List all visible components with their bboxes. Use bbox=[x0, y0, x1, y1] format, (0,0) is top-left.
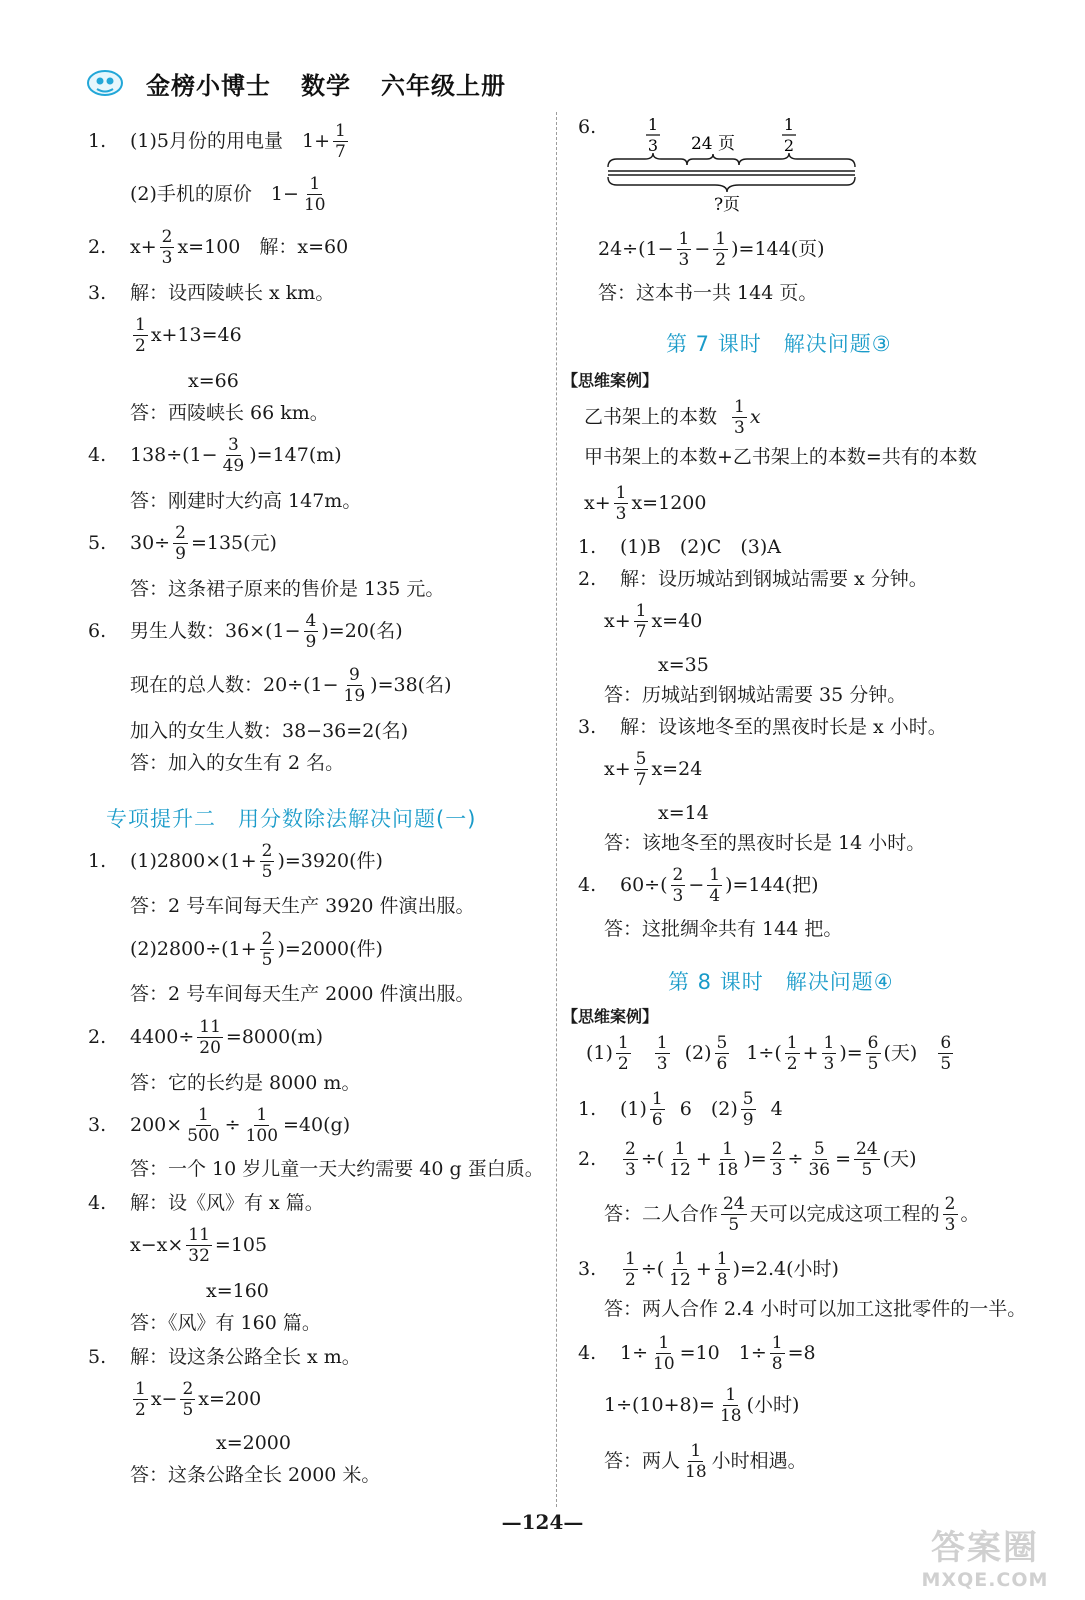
diagram-mid-label: 24 页 bbox=[690, 134, 736, 154]
case7-line-2 bbox=[584, 448, 977, 467]
answer-2 bbox=[88, 228, 348, 268]
answer-text: ÷( bbox=[640, 1148, 665, 1171]
fraction: $\frac{2}{5}$ bbox=[182, 1379, 194, 1421]
answer-text: 1÷( bbox=[746, 1042, 782, 1065]
answer-text: 200× bbox=[130, 1114, 183, 1137]
fraction: $\frac{2}{9}$ bbox=[175, 523, 186, 565]
answer-3-solution bbox=[188, 372, 239, 391]
diagram-frac2-denominator: 2 bbox=[783, 136, 795, 155]
fraction: $\frac{6}{5}$ bbox=[940, 1033, 952, 1075]
answer-text: )=2000(件) bbox=[277, 938, 383, 961]
fraction: $\frac{1}{10}$ bbox=[653, 1333, 675, 1375]
section-title-lesson-7: 第 7 课时 解决问题③ bbox=[666, 332, 892, 356]
s-answer-4-solution bbox=[206, 1282, 269, 1301]
fraction: $\frac{5}{9}$ bbox=[742, 1089, 754, 1131]
fraction: $\frac{1}{2}$ bbox=[625, 1249, 636, 1291]
answer-text: 答：这批绸伞共有 144 把。 bbox=[604, 918, 843, 940]
fraction: $\frac{1}{7}$ bbox=[335, 121, 346, 163]
fraction: $\frac{2}{3}$ bbox=[944, 1194, 956, 1236]
item-number: 4. bbox=[88, 444, 107, 467]
answer-text: 解：设该地冬至的黑夜时长是 x 小时。 bbox=[620, 716, 947, 738]
item-number: 2. bbox=[578, 1148, 597, 1171]
fraction: $\frac{1}{2}$ bbox=[617, 1033, 629, 1075]
watermark-text-cn: 答案圈 bbox=[931, 1528, 1039, 1568]
fraction: $\frac{11}{32}$ bbox=[188, 1225, 210, 1267]
s-answer-1-1-conclusion bbox=[130, 897, 475, 916]
fraction: $\frac{2}{3}$ bbox=[161, 227, 173, 269]
answer-4-conclusion bbox=[130, 492, 361, 511]
segment-diagram bbox=[575, 115, 875, 215]
answer-text: 。 bbox=[960, 1203, 980, 1226]
p-answer-2 bbox=[578, 1140, 917, 1180]
answer-text: 答：历城站到钢城站需要 35 分钟。 bbox=[604, 684, 907, 706]
q-answer-4-conclusion bbox=[604, 920, 842, 939]
fraction: $\frac{1}{500}$ bbox=[187, 1105, 220, 1147]
answer-text: + bbox=[695, 1258, 712, 1281]
answer-text: (小时) bbox=[746, 1394, 800, 1417]
q-answer-3-conclusion bbox=[604, 834, 925, 853]
page-header bbox=[86, 64, 536, 102]
answer-text: )=2.4(小时) bbox=[732, 1258, 839, 1281]
s-answer-1-1 bbox=[88, 842, 383, 882]
answer-1-1 bbox=[88, 122, 351, 162]
answer-text: 6 (2) bbox=[679, 1098, 738, 1121]
fraction: $\frac{4}{9}$ bbox=[305, 611, 317, 653]
item-number: 4. bbox=[88, 1192, 107, 1214]
fraction: $\frac{3}{49}$ bbox=[222, 435, 245, 477]
answer-text: 1÷ bbox=[620, 1342, 649, 1365]
fraction: $\frac{1}{2}$ bbox=[786, 1033, 798, 1075]
answer-text: 24÷(1− bbox=[598, 238, 674, 261]
q-answer-2-conclusion bbox=[604, 686, 906, 705]
s-answer-5-conclusion bbox=[130, 1466, 380, 1485]
answer-text: )=20(名) bbox=[321, 620, 403, 643]
section-title-special-2: 专项提升二 用分数除法解决问题(一) bbox=[106, 807, 477, 831]
answer-text: ÷ bbox=[787, 1148, 804, 1171]
answer-text: x+ bbox=[604, 758, 631, 781]
answer-text: 答：西陵峡长 66 km。 bbox=[130, 402, 329, 424]
p-answer-3-conclusion bbox=[604, 1300, 1026, 1319]
answer-text: (1) bbox=[586, 1042, 613, 1065]
q-answer-3 bbox=[578, 718, 947, 737]
answer-text: 4 bbox=[770, 1098, 783, 1121]
item-number: 3. bbox=[578, 1258, 597, 1281]
s-answer-3-conclusion bbox=[130, 1160, 544, 1179]
answer-text: ÷( bbox=[640, 1258, 665, 1281]
s-answer-1-2-conclusion bbox=[130, 985, 475, 1004]
fraction: $\frac{1}{3}$ bbox=[656, 1033, 668, 1075]
diagram-bottom-brace bbox=[608, 177, 855, 192]
s-answer-2-conclusion bbox=[130, 1074, 360, 1093]
answer-text: − bbox=[694, 238, 711, 261]
answer-text: x−x× bbox=[130, 1234, 184, 1257]
answer-text: 解：设西陵峡长 x km。 bbox=[130, 282, 335, 304]
fraction: $\frac{2}{5}$ bbox=[261, 929, 273, 971]
subject-title: 数学 bbox=[301, 71, 351, 100]
answer-text: 1÷(10+8)= bbox=[604, 1394, 715, 1417]
fraction: $\frac{9}{19}$ bbox=[343, 665, 366, 707]
answer-text: 甲书架上的本数+乙书架上的本数=共有的本数 bbox=[584, 446, 977, 468]
answer-text: 解：设历城站到钢城站需要 x 分钟。 bbox=[620, 568, 928, 590]
answer-text: 答：它的长约是 8000 m。 bbox=[130, 1072, 361, 1094]
item-number: 6. bbox=[88, 620, 107, 643]
answer-text: = bbox=[835, 1148, 852, 1171]
item-number: 3. bbox=[88, 282, 107, 304]
fraction: $\frac{5}{7}$ bbox=[635, 749, 647, 791]
book-series-title: 金榜小博士 bbox=[146, 71, 271, 100]
p-answer-4-eq bbox=[604, 1386, 799, 1426]
answer-text: )=38(名) bbox=[370, 674, 452, 697]
fraction: $\frac{1}{100}$ bbox=[245, 1105, 279, 1147]
book-logo-icon bbox=[86, 68, 124, 98]
fraction: $\frac{1}{3}$ bbox=[823, 1033, 835, 1075]
answer-text: 30÷ bbox=[130, 532, 171, 555]
answer-text: (2)手机的原价 1− bbox=[130, 183, 299, 206]
answer-5-conclusion bbox=[130, 580, 444, 599]
case7-line-1 bbox=[584, 398, 761, 438]
answer-6-girls bbox=[130, 722, 408, 741]
diagram-top-brace-mid bbox=[687, 154, 739, 165]
fraction: $\frac{1}{10}$ bbox=[303, 174, 326, 216]
q-answer-2 bbox=[578, 570, 928, 589]
answer-text: )=3920(件) bbox=[277, 850, 383, 873]
answer-text: x− bbox=[150, 1388, 178, 1411]
fraction: $\frac{6}{5}$ bbox=[867, 1033, 879, 1075]
r-answer-6-conclusion bbox=[598, 284, 817, 303]
fraction: $\frac{1}{3}$ bbox=[678, 229, 690, 271]
q-answer-2-solution bbox=[658, 656, 709, 675]
item-number: 1. bbox=[578, 536, 597, 558]
item-number: 4. bbox=[578, 874, 597, 897]
answer-text: (1)5月份的用电量 1+ bbox=[130, 130, 331, 153]
s-answer-4-conclusion bbox=[130, 1314, 321, 1333]
diagram-top-brace-right bbox=[739, 153, 855, 167]
answer-text: )= bbox=[839, 1042, 863, 1065]
answer-text: =8000(m) bbox=[225, 1026, 324, 1049]
item-number: 4. bbox=[578, 1342, 597, 1365]
answer-text: 答：一个 10 岁儿童一天大约需要 40 g 蛋白质。 bbox=[130, 1158, 544, 1180]
p-answer-2-conclusion bbox=[604, 1195, 980, 1235]
item-number: 3. bbox=[88, 1114, 107, 1137]
answer-text: (天) bbox=[883, 1042, 918, 1065]
answer-text: 加入的女生人数：38−36=2(名) bbox=[130, 720, 409, 742]
p-answer-4-conclusion bbox=[604, 1442, 807, 1482]
answer-text: =135(元) bbox=[190, 532, 277, 555]
answer-text: =10 1÷ bbox=[679, 1342, 767, 1365]
item-number: 1. bbox=[88, 850, 107, 873]
item-number: 3. bbox=[578, 716, 597, 738]
answer-text: − bbox=[688, 874, 705, 897]
fraction: $\frac{1}{2}$ bbox=[135, 315, 146, 357]
answer-text: + bbox=[695, 1148, 712, 1171]
answer-text: 答：加入的女生有 2 名。 bbox=[130, 752, 345, 774]
s-answer-1-2 bbox=[130, 930, 383, 970]
grade-title: 六年级上册 bbox=[381, 71, 506, 100]
answer-text: x=100 解：x=60 bbox=[177, 236, 349, 259]
answer-text: 答：两人合作 2.4 小时可以加工这批零件的一半。 bbox=[604, 1298, 1027, 1320]
answer-text: 小时相遇。 bbox=[711, 1450, 807, 1473]
answer-text: 答：这本书一共 144 页。 bbox=[598, 282, 818, 304]
q-answer-2-eq bbox=[604, 602, 702, 642]
answer-text: )= bbox=[743, 1148, 767, 1171]
answer-text: 解：设《风》有 x 篇。 bbox=[130, 1192, 324, 1214]
answer-text: )=144(把) bbox=[725, 874, 819, 897]
answer-text: 138÷(1− bbox=[130, 444, 218, 467]
answer-text: =105 bbox=[214, 1234, 268, 1257]
q-answer-3-solution bbox=[658, 804, 709, 823]
answer-text: x+13=46 bbox=[150, 324, 242, 347]
fraction: $\frac{1}{2}$ bbox=[135, 1379, 146, 1421]
item-number: 5. bbox=[88, 1346, 107, 1368]
answer-text: (天) bbox=[882, 1148, 917, 1171]
answer-text: x=1200 bbox=[631, 492, 707, 515]
answer-6-total bbox=[130, 666, 452, 706]
s-answer-4 bbox=[88, 1194, 324, 1213]
answer-4 bbox=[88, 436, 342, 476]
fraction: $\frac{2}{3}$ bbox=[771, 1139, 783, 1181]
answer-text: x=35 bbox=[658, 654, 709, 676]
item-number: 6. bbox=[578, 116, 597, 138]
answer-text: x=66 bbox=[188, 370, 239, 392]
answer-text: (1)2800×(1+ bbox=[130, 850, 257, 873]
p-answer-1 bbox=[578, 1090, 783, 1130]
s-answer-3 bbox=[88, 1106, 350, 1146]
watermark bbox=[900, 1520, 1070, 1595]
q-answer-4 bbox=[578, 866, 819, 906]
fraction: $\frac{24}{5}$ bbox=[723, 1194, 745, 1236]
fraction: $\frac{1}{7}$ bbox=[635, 601, 647, 643]
fraction: $\frac{1}{6}$ bbox=[651, 1089, 663, 1131]
answer-text: )=144(页) bbox=[731, 238, 825, 261]
answer-text: 解：设这条公路全长 x m。 bbox=[130, 1346, 361, 1368]
answer-text: 答：2 号车间每天生产 2000 件演出服。 bbox=[130, 983, 475, 1005]
q-answer-3-eq bbox=[604, 750, 702, 790]
diagram-frac2-numerator: 1 bbox=[783, 115, 795, 134]
answer-text: (2) bbox=[684, 1042, 712, 1065]
fraction: $\frac{5}{6}$ bbox=[716, 1033, 728, 1075]
answer-text: + bbox=[802, 1042, 819, 1065]
diagram-bottom-label: ?页 bbox=[713, 195, 741, 215]
answer-text: ÷ bbox=[224, 1114, 241, 1137]
thinking-case-label: 【思维案例】 bbox=[562, 1007, 659, 1026]
answer-text: 答：二人合作 bbox=[604, 1203, 719, 1226]
case8-line bbox=[586, 1034, 956, 1074]
fraction: $\frac{2}{5}$ bbox=[261, 841, 273, 883]
fraction: $\frac{1}{8}$ bbox=[716, 1249, 728, 1291]
answer-text: x+ bbox=[130, 236, 157, 259]
fraction: $\frac{1}{18}$ bbox=[685, 1441, 707, 1483]
fraction: $\frac{1}{2}$ bbox=[715, 229, 727, 271]
fraction: $\frac{1}{18}$ bbox=[719, 1385, 742, 1427]
answer-text: (1) bbox=[620, 1098, 647, 1121]
answer-text: =40(g) bbox=[283, 1114, 351, 1137]
answer-text: )=147(m) bbox=[249, 444, 342, 467]
answer-text: 男生人数：36×(1− bbox=[130, 620, 301, 643]
answer-text: 4400÷ bbox=[130, 1026, 195, 1049]
answer-1-2 bbox=[130, 175, 331, 215]
fraction: $\frac{1}{3}$ bbox=[734, 397, 745, 439]
fraction: $\frac{1}{12}$ bbox=[669, 1249, 691, 1291]
answer-text: 答：刚建时大约高 147m。 bbox=[130, 490, 362, 512]
column-divider bbox=[556, 112, 557, 1507]
answer-text: 答：该地冬至的黑夜时长是 14 小时。 bbox=[604, 832, 926, 854]
answer-text: 答：这条公路全长 2000 米。 bbox=[130, 1464, 381, 1486]
s-answer-4-eq bbox=[130, 1226, 267, 1266]
answer-text: =8 bbox=[787, 1342, 816, 1365]
s-answer-5-eq bbox=[130, 1380, 261, 1420]
diagram-top-brace-left bbox=[608, 153, 687, 167]
fraction: $\frac{1}{12}$ bbox=[669, 1139, 691, 1181]
answer-3-conclusion bbox=[130, 404, 329, 423]
fraction: $\frac{24}{5}$ bbox=[856, 1139, 878, 1181]
answer-text: x=40 bbox=[651, 610, 703, 633]
answer-6-conclusion bbox=[130, 754, 344, 773]
answer-text: 现在的总人数：20÷(1− bbox=[130, 674, 339, 697]
answer-text: 乙书架上的本数 bbox=[584, 406, 718, 429]
section-title-lesson-8: 第 8 课时 解决问题④ bbox=[668, 970, 894, 994]
answer-text: x+ bbox=[604, 610, 631, 633]
fraction: $\frac{1}{3}$ bbox=[615, 483, 627, 525]
answer-text: x+ bbox=[584, 492, 611, 515]
answer-3 bbox=[88, 284, 334, 303]
diagram-frac1-numerator: 1 bbox=[647, 115, 659, 134]
p-answer-4 bbox=[578, 1334, 816, 1374]
fraction: $\frac{1}{8}$ bbox=[771, 1333, 783, 1375]
answer-5 bbox=[88, 524, 277, 564]
thinking-case-label: 【思维案例】 bbox=[562, 371, 659, 390]
answer-text: 答：两人 bbox=[604, 1450, 681, 1473]
fraction: $\frac{1}{18}$ bbox=[716, 1139, 739, 1181]
answer-text: 60÷( bbox=[620, 874, 668, 897]
answer-text: 答：《风》有 160 篇。 bbox=[130, 1312, 321, 1334]
answer-3-eq bbox=[130, 316, 242, 356]
page-number: —124— bbox=[501, 1510, 584, 1534]
q-answer-1 bbox=[578, 538, 781, 557]
answer-text: x=14 bbox=[658, 802, 709, 824]
answer-text: x=24 bbox=[651, 758, 703, 781]
answer-text: (2)2800÷(1+ bbox=[130, 938, 257, 961]
s-answer-5 bbox=[88, 1348, 361, 1367]
p-answer-3 bbox=[578, 1250, 839, 1290]
answer-text: x bbox=[749, 406, 761, 429]
fraction: $\frac{1}{4}$ bbox=[709, 865, 721, 907]
item-number: 2. bbox=[578, 568, 597, 590]
s-answer-5-solution bbox=[216, 1434, 291, 1453]
answer-text: x=200 bbox=[198, 1388, 262, 1411]
fraction: $\frac{5}{36}$ bbox=[808, 1139, 831, 1181]
diagram-frac1-denominator: 3 bbox=[647, 136, 659, 155]
answer-text: 天可以完成这项工程的 bbox=[749, 1203, 940, 1226]
item-number: 5. bbox=[88, 532, 107, 555]
r-answer-6-eq bbox=[598, 230, 825, 270]
answer-text: 答：这条裙子原来的售价是 135 元。 bbox=[130, 578, 445, 600]
item-number: 2. bbox=[88, 236, 107, 259]
item-number: 1. bbox=[88, 130, 107, 153]
answer-text: x=160 bbox=[206, 1280, 269, 1302]
watermark-text-en: MXQE.COM bbox=[921, 1569, 1049, 1591]
answer-text: (1)B (2)C (3)A bbox=[620, 536, 781, 558]
answer-text: x=2000 bbox=[216, 1432, 291, 1454]
item-number: 2. bbox=[88, 1026, 107, 1049]
answer-6 bbox=[88, 612, 403, 652]
s-answer-2 bbox=[88, 1018, 323, 1058]
fraction: $\frac{2}{3}$ bbox=[625, 1139, 636, 1181]
fraction: $\frac{2}{3}$ bbox=[672, 865, 684, 907]
item-number: 1. bbox=[578, 1098, 597, 1121]
answer-text: 答：2 号车间每天生产 3920 件演出服。 bbox=[130, 895, 475, 917]
fraction: $\frac{11}{20}$ bbox=[199, 1017, 221, 1059]
case7-line-3 bbox=[584, 484, 706, 524]
